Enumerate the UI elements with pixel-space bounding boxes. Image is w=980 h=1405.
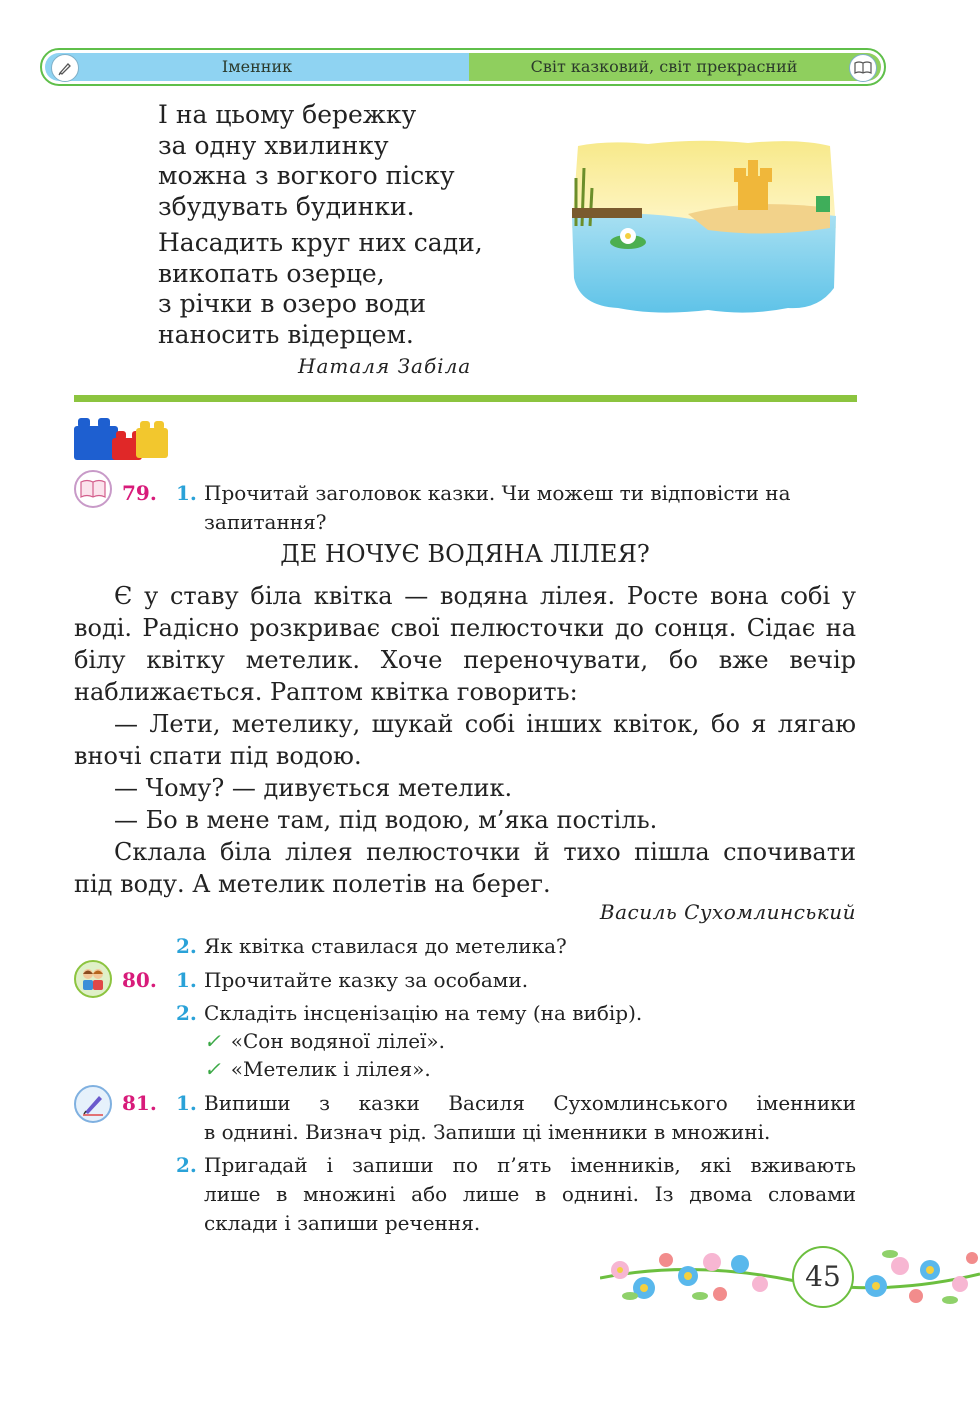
story-text — [74, 580, 856, 900]
ex81-item2-text — [204, 1151, 856, 1238]
ex80-item2-text: Складіть інсценізацію на тему (на вибір). — [204, 1001, 643, 1025]
option-text: «Сон водяної лілеї». — [230, 1029, 446, 1053]
story-paragraph: — Лети, метелику, шукай собі інших квіток, бо я лягаю вночі спати під водою. — [74, 710, 856, 770]
story-paragraph: — Чому? — дивується метелик. — [114, 774, 513, 802]
page-header — [40, 48, 886, 86]
exercise-81-number: 81. — [122, 1091, 157, 1115]
ex79-item1-text — [204, 479, 856, 537]
exercise-80-number: 80. — [122, 968, 157, 992]
story-paragraph: Склала біла лілея пелюсточки й тихо пішла спочивати під воду. А метелик полетів на берег. — [74, 838, 856, 898]
header-section-right — [469, 53, 881, 81]
exercise-sub-number — [176, 966, 197, 995]
ex79-item2-number: 2. — [176, 934, 197, 958]
reading-book-icon — [74, 470, 112, 508]
exercise-number — [122, 966, 157, 995]
text-line: в однині. Визнач рід. Запиши ці іменники в множині. — [204, 1120, 771, 1144]
exercise-sub-number — [176, 1151, 197, 1180]
header-right-title: Світ казковий, світ прекрасний — [530, 57, 798, 76]
book-icon — [849, 54, 877, 82]
story-paragraph: — Бо в мене там, під водою, м’яка постіль. — [114, 806, 658, 834]
exercise-number — [122, 1089, 157, 1118]
poem-line: наносить відерцем. — [158, 319, 414, 349]
header-section-left — [45, 53, 469, 81]
children-icon — [74, 960, 112, 998]
ex80-item1-number: 1. — [176, 968, 197, 992]
ex80-item1-text: Прочитайте казку за особами. — [204, 968, 529, 992]
ex80-option — [204, 1055, 431, 1084]
ex80-item2-number: 2. — [176, 1001, 197, 1025]
poem-line: можна з вогкого піску — [158, 161, 455, 190]
exercise-sub-number — [176, 932, 197, 961]
poem-author: Наталя Забіла — [298, 354, 472, 378]
ex81-item2-number: 2. — [176, 1153, 197, 1177]
flower-garland-decoration — [600, 1240, 980, 1312]
ex80-option — [204, 1027, 445, 1056]
story-paragraph: Є у ставу біла квітка — водяна лілея. Росте вона собі у воді. Радісно розкриває свої пелюсточки до сонця. Сідає на білу квітку метелик. Хоче переночувати, бо вже вечір наближається. Раптом квітка говорить: — [74, 582, 856, 706]
poem-stanza-1 — [158, 100, 483, 222]
poem-line: з річки в озеро води — [158, 289, 427, 318]
ex79-item1-number: 1. — [176, 481, 197, 505]
poem — [158, 100, 483, 356]
text-line: запитання? — [204, 510, 327, 534]
story-author: Василь Сухомлинський — [599, 900, 856, 924]
exercise-number — [122, 479, 157, 508]
exercise-79-number: 79. — [122, 481, 157, 505]
ex81-item1-text — [204, 1089, 856, 1147]
sandcastle-lake-illustration — [568, 138, 840, 316]
exercise-sub-number — [176, 1089, 197, 1118]
text-line: Пригадай і запиши по п’ять іменників, які вживають — [204, 1153, 856, 1177]
poem-line: викопать озерце, — [158, 258, 385, 288]
story-title: ДЕ НОЧУЄ ВОДЯНА ЛІЛЕЯ? — [280, 540, 650, 568]
text-line: лише в множині або лише в однині. Із двома словами — [204, 1182, 856, 1206]
poem-stanza-2 — [158, 228, 483, 350]
option-text: «Метелик і лілея». — [230, 1057, 431, 1081]
section-divider — [74, 395, 857, 402]
checkmark-icon: ✓ — [204, 1029, 221, 1053]
ex79-item2-text: Як квітка ставилася до метелика? — [204, 934, 567, 958]
checkmark-icon: ✓ — [204, 1057, 221, 1081]
exercise-sub-number — [176, 999, 197, 1028]
poem-line: за одну хвилинку — [158, 130, 389, 160]
exercise-sub-number — [176, 479, 197, 508]
ex81-item1-number: 1. — [176, 1091, 197, 1115]
text-line: Випиши з казки Василя Сухомлинського іменники — [204, 1091, 856, 1115]
page-number-badge — [792, 1246, 854, 1308]
page-number: 45 — [805, 1260, 841, 1293]
poem-line: Насадить круг них сади, — [158, 228, 483, 257]
header-left-title: Іменник — [221, 57, 293, 76]
poem-line: збудувать будинки. — [158, 191, 415, 221]
text-line: склади і запиши речення. — [204, 1211, 481, 1235]
text-line: Прочитай заголовок казки. Чи можеш ти відповісти на — [204, 481, 791, 505]
lego-bricks-icon — [74, 416, 170, 462]
poem-line: І на цьому бережку — [158, 100, 417, 129]
writing-pen-icon — [74, 1085, 112, 1123]
